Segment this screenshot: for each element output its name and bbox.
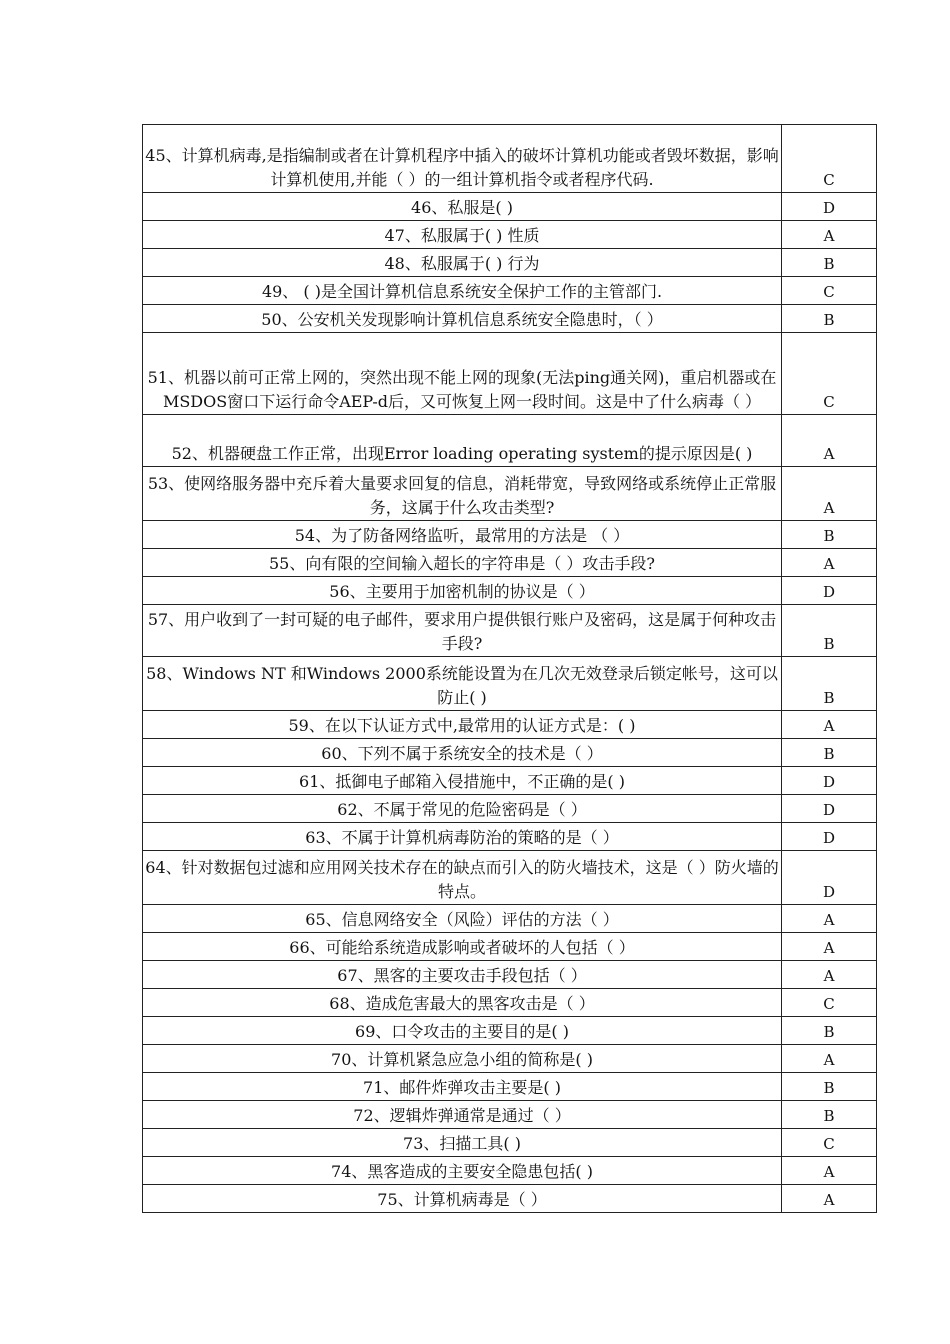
answer-cell: B xyxy=(782,605,877,657)
table-row xyxy=(143,277,877,305)
answer-cell: B xyxy=(782,1073,877,1101)
answer-cell: A xyxy=(782,961,877,989)
table-row xyxy=(143,1129,877,1157)
table-row xyxy=(143,415,877,467)
question-text: 49、 ( )是全国计算机信息系统安全保护工作的主管部门. xyxy=(143,277,782,305)
table-row xyxy=(143,1073,877,1101)
table-row xyxy=(143,221,877,249)
table-row xyxy=(143,577,877,605)
answer-cell: B xyxy=(782,521,877,549)
table-row xyxy=(143,305,877,333)
answer-cell: C xyxy=(782,989,877,1017)
answer-cell: D xyxy=(782,851,877,905)
table-row xyxy=(143,767,877,795)
question-text: 50、公安机关发现影响计算机信息系统安全隐患时，（ ） xyxy=(143,305,782,333)
question-text: 75、计算机病毒是（ ） xyxy=(143,1185,782,1213)
table-row xyxy=(143,467,877,521)
question-text: 45、计算机病毒,是指编制或者在计算机程序中插入的破坏计算机功能或者毁坏数据，影响计算机使用,并能（ ）的一组计算机指令或者程序代码. xyxy=(143,125,782,193)
question-text: 47、私服属于( ) 性质 xyxy=(143,221,782,249)
table-row xyxy=(143,905,877,933)
table-row xyxy=(143,1185,877,1213)
table-row xyxy=(143,739,877,767)
answer-cell: B xyxy=(782,739,877,767)
answer-cell: A xyxy=(782,1185,877,1213)
table-row xyxy=(143,823,877,851)
table-row xyxy=(143,711,877,739)
question-text: 64、针对数据包过滤和应用网关技术存在的缺点而引入的防火墙技术，这是（ ）防火墙的特点。 xyxy=(143,851,782,905)
table-row xyxy=(143,1157,877,1185)
answer-cell: A xyxy=(782,1045,877,1073)
table-row xyxy=(143,933,877,961)
question-text: 69、口令攻击的主要目的是( ) xyxy=(143,1017,782,1045)
question-text: 73、扫描工具( ) xyxy=(143,1129,782,1157)
answer-cell: D xyxy=(782,795,877,823)
question-text: 70、计算机紧急应急小组的简称是( ) xyxy=(143,1045,782,1073)
table-row xyxy=(143,851,877,905)
table-row xyxy=(143,125,877,193)
answer-cell: D xyxy=(782,193,877,221)
table-row xyxy=(143,193,877,221)
table-row xyxy=(143,1017,877,1045)
answer-cell: B xyxy=(782,657,877,711)
answer-cell: B xyxy=(782,305,877,333)
question-text: 57、用户收到了一封可疑的电子邮件，要求用户提供银行账户及密码，这是属于何种攻击手段? xyxy=(143,605,782,657)
question-text: 58、Windows NT 和Windows 2000系统能设置为在几次无效登录后锁定帐号，这可以防止( ) xyxy=(143,657,782,711)
table-row xyxy=(143,961,877,989)
answer-cell: A xyxy=(782,933,877,961)
answer-cell: C xyxy=(782,333,877,415)
question-table xyxy=(142,124,877,1213)
question-text: 55、向有限的空间输入超长的字符串是（ ）攻击手段? xyxy=(143,549,782,577)
table-row xyxy=(143,1101,877,1129)
answer-cell: A xyxy=(782,415,877,467)
question-text: 48、私服属于( ) 行为 xyxy=(143,249,782,277)
question-text: 53、使网络服务器中充斥着大量要求回复的信息，消耗带宽，导致网络或系统停止正常服务，这属于什么攻击类型? xyxy=(143,467,782,521)
question-text: 66、可能给系统造成影响或者破坏的人包括（ ） xyxy=(143,933,782,961)
table-row xyxy=(143,605,877,657)
question-text: 46、私服是( ) xyxy=(143,193,782,221)
table-row xyxy=(143,333,877,415)
answer-cell: D xyxy=(782,823,877,851)
answer-cell: A xyxy=(782,1157,877,1185)
question-text: 68、造成危害最大的黑客攻击是（ ） xyxy=(143,989,782,1017)
question-text: 54、为了防备网络监听，最常用的方法是 （ ） xyxy=(143,521,782,549)
question-text: 71、邮件炸弹攻击主要是( ) xyxy=(143,1073,782,1101)
answer-cell: A xyxy=(782,905,877,933)
question-text: 52、机器硬盘工作正常，出现Error loading operating system的提示原因是( ) xyxy=(143,415,782,467)
answer-cell: A xyxy=(782,549,877,577)
answer-cell: C xyxy=(782,277,877,305)
table-row xyxy=(143,249,877,277)
table-row xyxy=(143,1045,877,1073)
answer-cell: A xyxy=(782,467,877,521)
question-text: 74、黑客造成的主要安全隐患包括( ) xyxy=(143,1157,782,1185)
question-text: 51、机器以前可正常上网的，突然出现不能上网的现象(无法ping通关网)，重启机器或在MSDOS窗口下运行命令AEP-d后，又可恢复上网一段时间。这是中了什么病毒（ ） xyxy=(143,333,782,415)
question-text: 60、下列不属于系统安全的技术是（ ） xyxy=(143,739,782,767)
question-text: 56、主要用于加密机制的协议是（ ） xyxy=(143,577,782,605)
answer-cell: B xyxy=(782,1101,877,1129)
table-row xyxy=(143,521,877,549)
answer-cell: C xyxy=(782,125,877,193)
table-row xyxy=(143,549,877,577)
answer-cell: D xyxy=(782,767,877,795)
answer-cell: D xyxy=(782,577,877,605)
answer-cell: B xyxy=(782,1017,877,1045)
question-text: 62、不属于常见的危险密码是（ ） xyxy=(143,795,782,823)
question-text: 72、逻辑炸弹通常是通过（ ） xyxy=(143,1101,782,1129)
table-row xyxy=(143,795,877,823)
answer-cell: B xyxy=(782,249,877,277)
table-row xyxy=(143,657,877,711)
question-text: 67、黑客的主要攻击手段包括（ ） xyxy=(143,961,782,989)
answer-cell: A xyxy=(782,711,877,739)
question-text: 61、抵御电子邮箱入侵措施中，不正确的是( ) xyxy=(143,767,782,795)
question-text: 65、信息网络安全（风险）评估的方法（ ） xyxy=(143,905,782,933)
answer-cell: A xyxy=(782,221,877,249)
question-text: 59、在以下认证方式中,最常用的认证方式是：( ) xyxy=(143,711,782,739)
answer-cell: C xyxy=(782,1129,877,1157)
table-row xyxy=(143,989,877,1017)
question-table-body xyxy=(143,125,877,1213)
question-text: 63、不属于计算机病毒防治的策略的是（ ） xyxy=(143,823,782,851)
